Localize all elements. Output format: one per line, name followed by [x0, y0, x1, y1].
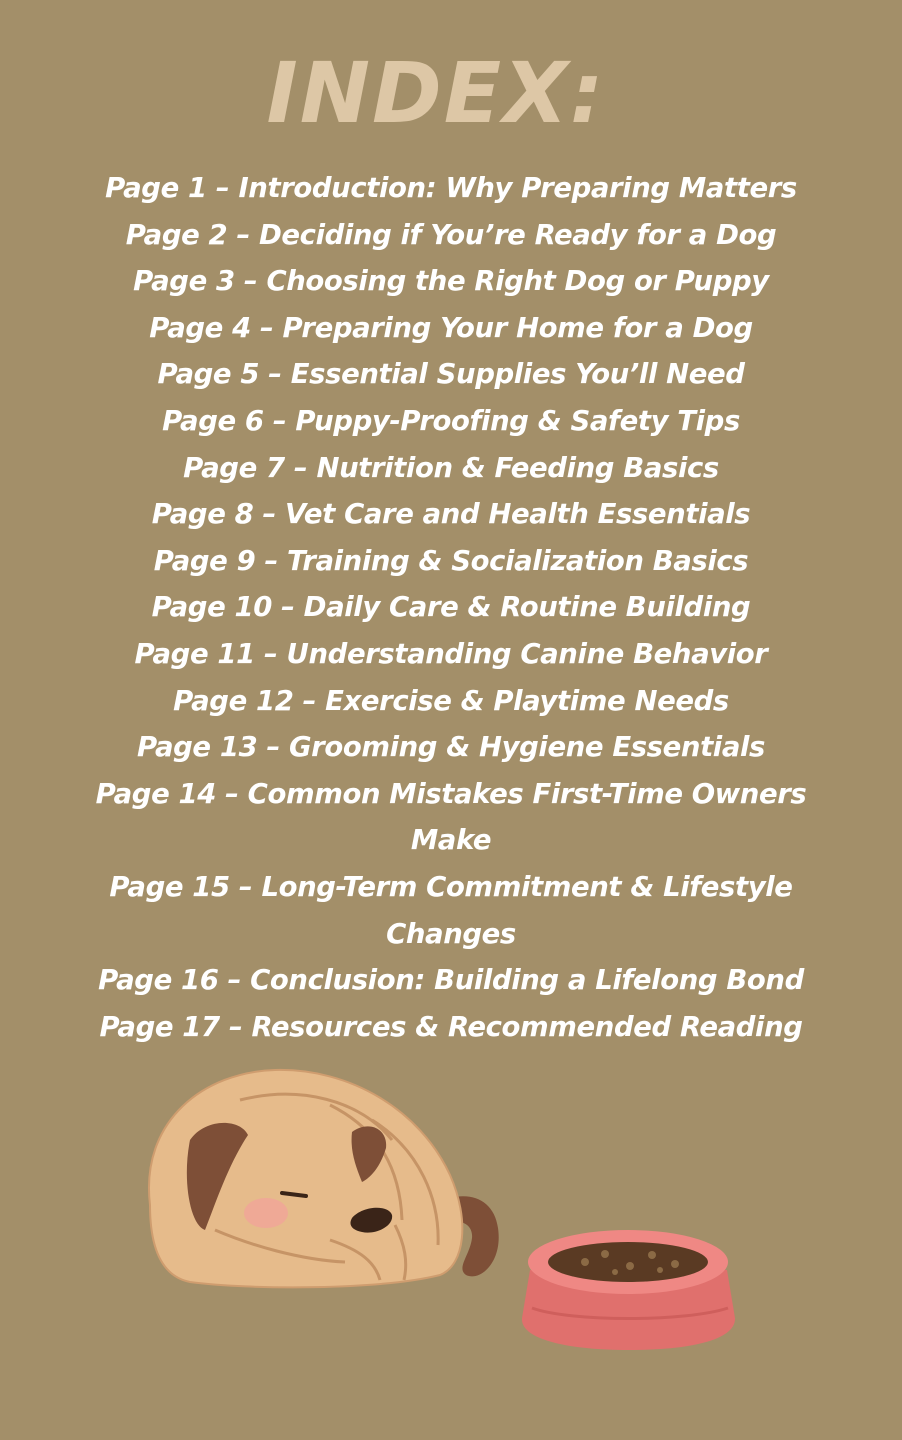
- index-entry-8: [0, 491, 902, 538]
- index-entry-text: Page 10 – Daily Care & Routine Building: [151, 591, 751, 624]
- index-entry-text: Page 7 – Nutrition & Feeding Basics: [183, 451, 719, 484]
- index-entry-7: [0, 445, 902, 492]
- index-entry-9: [0, 538, 902, 585]
- index-entry-text: Page 13 – Grooming & Hygiene Essentials: [136, 731, 765, 764]
- index-entry-1: [0, 165, 902, 212]
- index-entry-text: Page 17 – Resources & Recommended Reading: [99, 1010, 803, 1043]
- index-entry-10: [0, 584, 902, 631]
- dog-illustration: [0, 1040, 902, 1440]
- index-entry-16: [0, 957, 902, 1004]
- page-title: INDEX:: [266, 44, 606, 142]
- index-entry-15: [0, 864, 902, 957]
- index-entry-text: Page 9 – Training & Socialization Basics: [153, 544, 749, 577]
- index-entry-text: Page 14 – Common Mistakes First-Time Owners Make: [95, 777, 807, 857]
- index-entry-text: Page 12 – Exercise & Playtime Needs: [173, 684, 729, 717]
- index-entry-text: Page 3 – Choosing the Right Dog or Puppy: [133, 265, 769, 298]
- index-entry-3: [0, 258, 902, 305]
- index-entry-text: Page 11 – Understanding Canine Behavior: [134, 637, 768, 670]
- index-entry-14: [0, 771, 902, 864]
- index-entry-text: Page 1 – Introduction: Why Preparing Matters: [105, 172, 797, 204]
- index-entry-text: Page 8 – Vet Care and Health Essentials: [151, 498, 751, 531]
- index-entry-text: Page 5 – Essential Supplies You’ll Need: [157, 358, 745, 391]
- index-entry-text: Page 15 – Long-Term Commitment & Lifestyle Changes: [109, 870, 793, 950]
- index-entry-text: Page 16 – Conclusion: Building a Lifelong Bond: [98, 964, 804, 997]
- sleeping-dog-icon: [149, 1070, 499, 1287]
- index-entry-12: [0, 678, 902, 725]
- index-entry-6: [0, 398, 902, 445]
- index-entry-text: Page 2 – Deciding if You’re Ready for a Dog: [125, 218, 777, 251]
- index-entry-2: [0, 212, 902, 259]
- index-entry-13: [0, 724, 902, 771]
- index-entry-5: [0, 351, 902, 398]
- index-entry-11: [0, 631, 902, 678]
- index-list: [0, 165, 902, 1050]
- food-bowl-icon: [522, 1230, 735, 1350]
- index-entry-4: [0, 305, 902, 352]
- index-entry-text: Page 6 – Puppy-Proofing & Safety Tips: [162, 404, 740, 437]
- index-entry-text: Page 4 – Preparing Your Home for a Dog: [149, 311, 753, 344]
